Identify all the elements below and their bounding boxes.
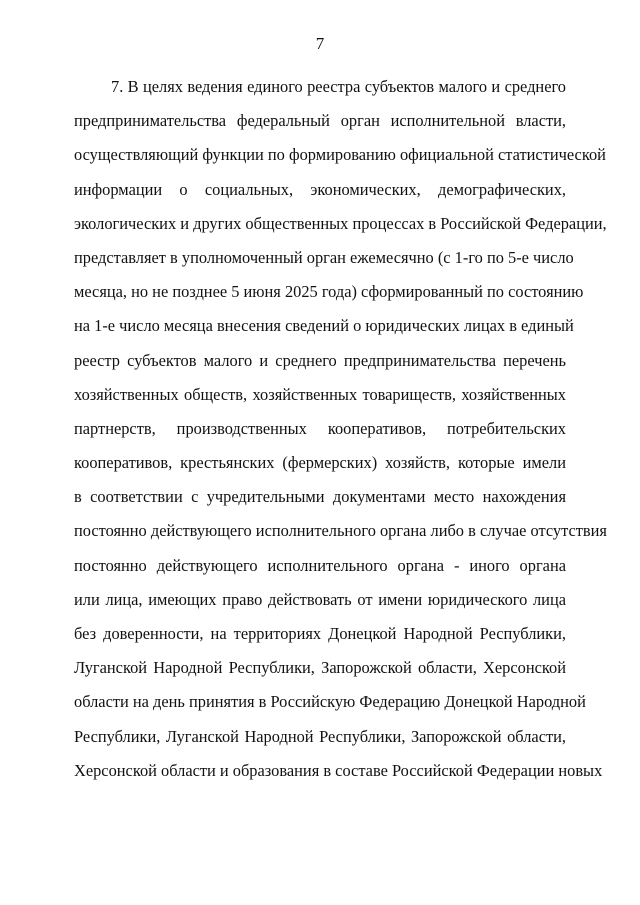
paragraph-line: информации о социальных, экономических, демографических,: [74, 179, 566, 199]
paragraph-line: предпринимательства федеральный орган исполнительной власти,: [74, 111, 566, 131]
paragraph-line: кооперативов, крестьянских (фермерских) хозяйств, которые имели: [74, 453, 566, 473]
paragraph-line: или лица, имеющих право действовать от имени юридического лица: [74, 589, 566, 609]
paragraph-line: области на день принятия в Российскую Федерацию Донецкой Народной: [74, 692, 586, 712]
paragraph-line: реестр субъектов малого и среднего предпринимательства перечень: [74, 350, 566, 370]
paragraph-line: в соответствии с учредительными документами место нахождения: [74, 487, 566, 507]
paragraph-line: Луганской Народной Республики, Запорожской области, Херсонской: [74, 658, 566, 678]
paragraph-line: Херсонской области и образования в составе Российской Федерации новых: [74, 760, 603, 780]
paragraph-line: 7. В целях ведения единого реестра субъектов малого и среднего: [111, 77, 566, 96]
paragraph-line: месяца, но не позднее 5 июня 2025 года) сформированный по состоянию: [74, 282, 584, 302]
paragraph-line: осуществляющий функции по формированию официальной статистической: [74, 145, 606, 165]
paragraph-line: хозяйственных обществ, хозяйственных товариществ, хозяйственных: [74, 384, 566, 404]
paragraph-line: без доверенности, на территориях Донецкой Народной Республики,: [74, 624, 566, 643]
paragraph-line: партнерств, производственных кооперативов, потребительских: [74, 418, 566, 438]
page-number: 7: [315, 34, 325, 53]
paragraph-line: Республики, Луганской Народной Республики, Запорожской области,: [74, 726, 566, 746]
paragraph-7: [74, 70, 607, 788]
paragraph-line: постоянно действующего исполнительного органа - иного органа: [74, 555, 566, 575]
paragraph-line: представляет в уполномоченный орган ежемесячно (с 1-го по 5-е число: [74, 247, 574, 267]
paragraph-line: постоянно действующего исполнительного органа либо в случае отсутствия: [74, 521, 607, 541]
paragraph-line: на 1-е число месяца внесения сведений о юридических лицах в единый: [74, 316, 574, 336]
paragraph-line: экологических и других общественных процессах в Российской Федерации,: [74, 213, 607, 233]
